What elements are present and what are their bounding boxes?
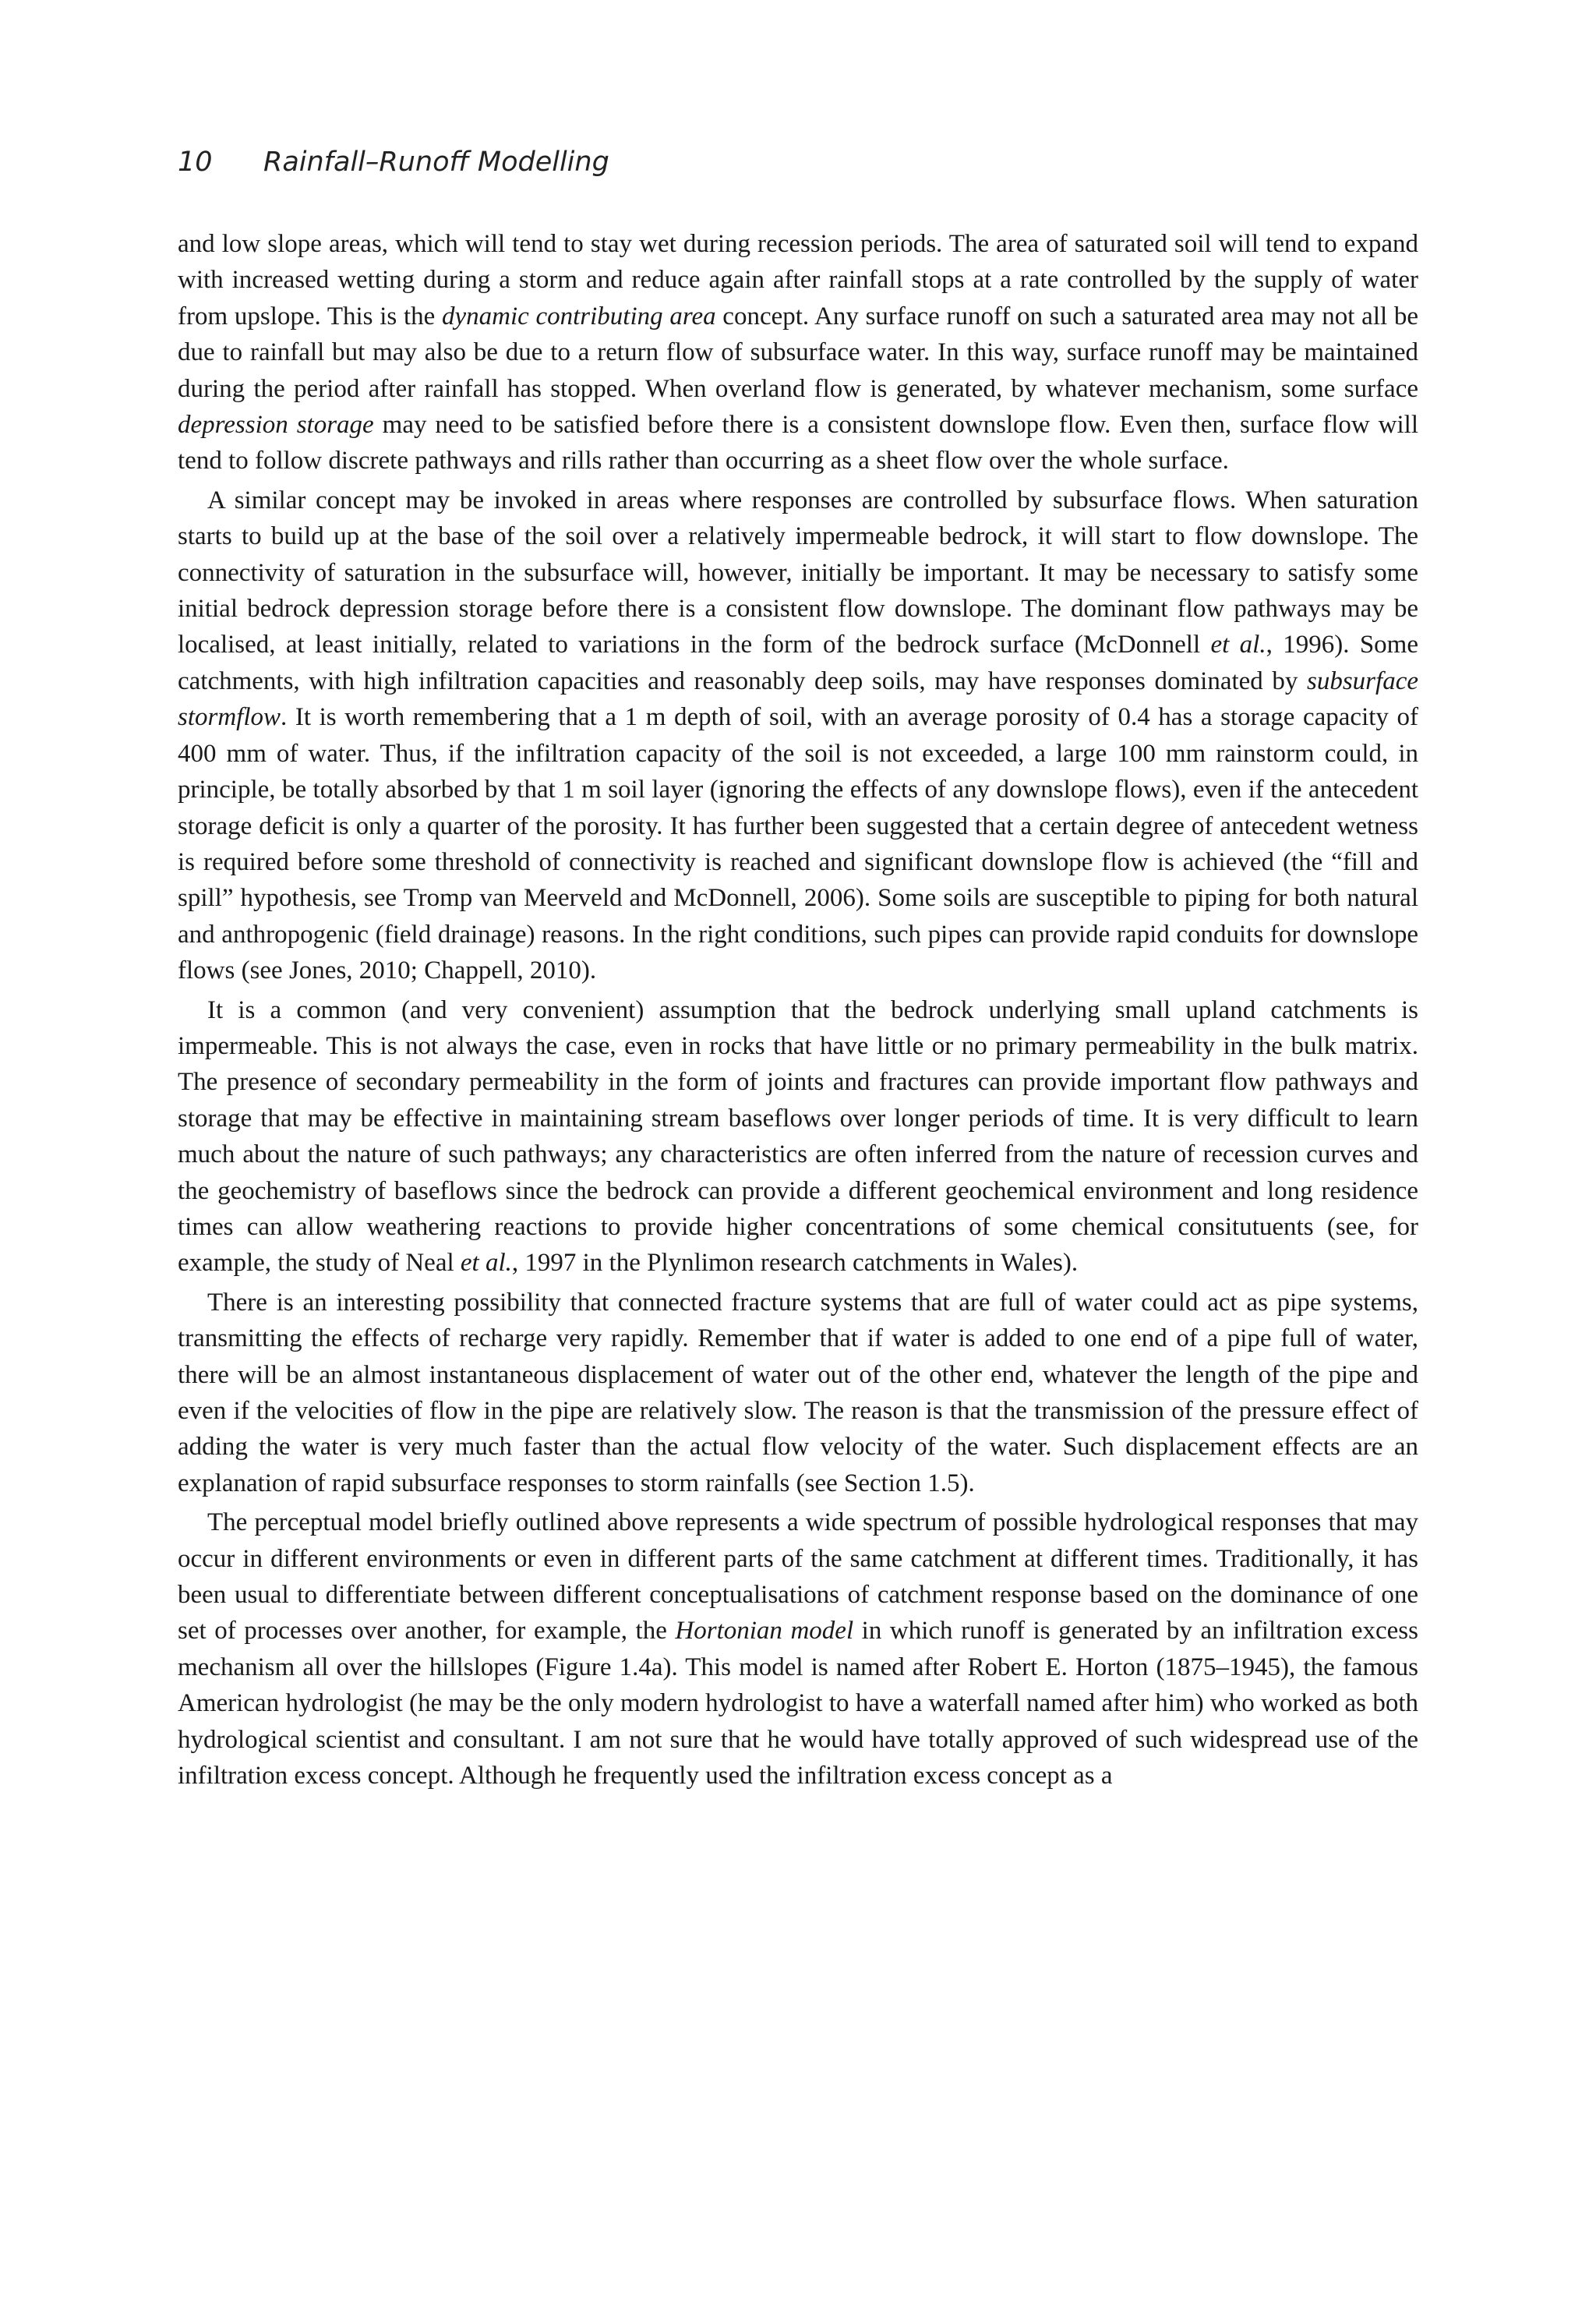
italic-term-dynamic-contributing-area: dynamic contributing area [441, 302, 716, 331]
running-title: Rainfall–Runoff Modelling [263, 147, 609, 178]
italic-citation-et-al: et al. [460, 1249, 512, 1278]
text-run: concept. Any surface runoff on such a saturated area may not all be due to rainfall but may also be due to a return flow of subsurface water. In this way, surface runoff may be maintained during the period after rainfall has stopped. When overland flow is generated, by whatever mechanism, some surface [178, 302, 1418, 403]
italic-citation-et-al: et al. [1210, 631, 1266, 659]
text-run: A similar concept may be invoked in areas where responses are controlled by subsurface flows. When saturation starts to build up at the base of the soil over a relatively impermeable bedrock, it will start to flow downslope. The connectivity of saturation in the subsurface will, however, initially be important. It may be necessary to satisfy some initial bedrock depression storage before there is a consistent flow downslope. The dominant flow pathways may be localised, at least initially, related to variations in the form of the bedrock surface (McDonnell [178, 486, 1418, 659]
paragraph-1 [178, 226, 1418, 479]
text-run: , 1997 in the Plynlimon research catchments in Wales). [511, 1249, 1079, 1278]
text-run: . It is worth remembering that a 1 m depth of soil, with an average porosity of 0.4 has a storage capacity of 400 mm of water. Thus, if the infiltration capacity of the soil is not exceeded, a large 100 mm rainstorm could, in principle, be totally absorbed by that 1 m soil layer (ignoring the effects of any downslope flows), even if the antecedent storage deficit is only a quarter of the porosity. It has further been suggested that a certain degree of antecedent wetness is required before some threshold of connectivity is reached and significant downslope flow is achieved (the “fill and spill” hypothesis, see Tromp van Meerveld and McDonnell, 2006). Some soils are susceptible to piping for both natural and anthropogenic (field drainage) reasons. In the right conditions, such pipes can provide rapid conduits for downslope flows (see Jones, 2010; Chappell, 2010). [178, 703, 1418, 985]
italic-term-depression-storage: depression storage [178, 411, 374, 440]
paragraph-3 [178, 992, 1418, 1281]
text-run: There is an interesting possibility that connected fracture systems that are full of water could act as pipe systems, transmitting the effects of recharge very rapidly. Remember that if water is added to one end of a pipe full of water, there will be an almost instantaneous displacement of water out of the other end, whatever the length of the pipe and even if the velocities of flow in the pipe are relatively slow. The reason is that the transmission of the pressure effect of adding the water is very much faster than the actual flow velocity of the water. Such displacement effects are an explanation of rapid subsurface responses to storm rainfalls (see Section 1.5). [178, 1288, 1418, 1497]
text-run: in which runoff is generated by an infiltration excess mechanism all over the hillslopes (Figure 1.4a). This model is named after Robert E. Horton (1875–1945), the famous American hydrologist (he may be the only modern hydrologist to have a waterfall named after him) who worked as both hydrological scientist and consultant. I am not sure that he would have totally approved of such widespread use of the infiltration excess concept. Although he frequently used the infiltration excess concept as a [178, 1617, 1418, 1791]
paragraph-4 [178, 1285, 1418, 1501]
text-run: , 1996). Some catchments, with high infiltration capacities and reasonably deep soils, may have responses dominated by [178, 631, 1418, 695]
text-run: may need to be satisfied before there is a consistent downslope flow. Even then, surface flow will tend to follow discrete pathways and rills rather than occurring as a sheet flow over the whole surface. [178, 411, 1419, 475]
body-text [178, 226, 1418, 1794]
text-run: and low slope areas, which will tend to stay wet during recession periods. The area of saturated soil will tend to expand with increased wetting during a storm and reduce again after rainfall stops at a rate controlled by the supply of water from upslope. This is the [178, 230, 1418, 331]
page-number: 10 [178, 147, 213, 178]
italic-term-hortonian-model: Hortonian model [675, 1617, 854, 1646]
italic-term-subsurface-stormflow: subsurface stormflow [178, 666, 1418, 732]
paragraph-5 [178, 1504, 1418, 1794]
paragraph-2 [178, 483, 1418, 989]
text-run: The perceptual model briefly outlined above represents a wide spectrum of possible hydrological responses that may occur in different environments or even in different parts of the same catchment at different times. Traditionally, it has been usual to differentiate between different conceptualisations of catchment response based on the dominance of one set of processes over another, for example, the [178, 1508, 1418, 1646]
text-run: It is a common (and very convenient) assumption that the bedrock underlying small upland catchments is impermeable. This is not always the case, even in rocks that have little or no primary permeability in the bulk matrix. The presence of secondary permeability in the form of joints and fractures can provide important flow pathways and storage that may be effective in maintaining stream baseflows over longer periods of time. It is very difficult to learn much about the nature of such pathways; any characteristics are often inferred from the nature of recession curves and the geochemistry of baseflows since the bedrock can provide a different geochemical environment and long residence times can allow weathering reactions to provide higher concentrations of some chemical consitutuents (see, for example, the study of Neal [178, 995, 1418, 1278]
running-head [178, 147, 609, 178]
